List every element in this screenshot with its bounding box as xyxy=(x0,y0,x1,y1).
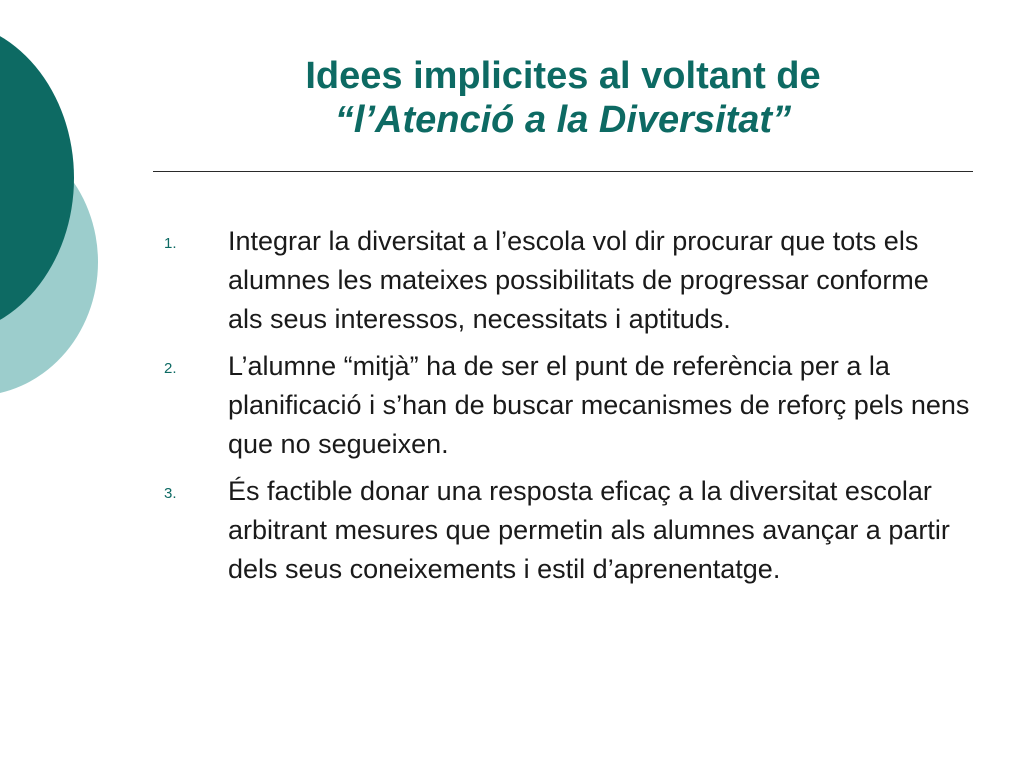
list-item-number: 2. xyxy=(164,360,177,377)
numbered-list xyxy=(160,222,970,597)
title-line-1: Idees implicites al voltant de xyxy=(305,55,821,97)
list-item-number: 1. xyxy=(164,235,177,252)
list-item-text: És factible donar una resposta eficaç a la diversitat escolar arbitrant mesures que permetin als alumnes avançar a partir dels seus coneixements i estil d’aprenentatge. xyxy=(228,476,950,584)
list-item-text: L’alumne “mitjà” ha de ser el punt de referència per a la planificació i s’han de buscar mecanismes de reforç pels nens que no segueixen. xyxy=(228,351,970,459)
list-item-text: Integrar la diversitat a l’escola vol dir procurar que tots els alumnes les mateixes possibilitats de progressar conforme als seus interessos, necessitats i aptituds. xyxy=(228,226,929,334)
list-item xyxy=(160,472,970,589)
slide-title xyxy=(150,54,976,142)
title-divider xyxy=(153,171,973,172)
list-item xyxy=(160,222,970,339)
list-item-number: 3. xyxy=(164,485,177,502)
title-line-2: “l’Atenció a la Diversitat” xyxy=(334,99,792,141)
list-item xyxy=(160,347,970,464)
